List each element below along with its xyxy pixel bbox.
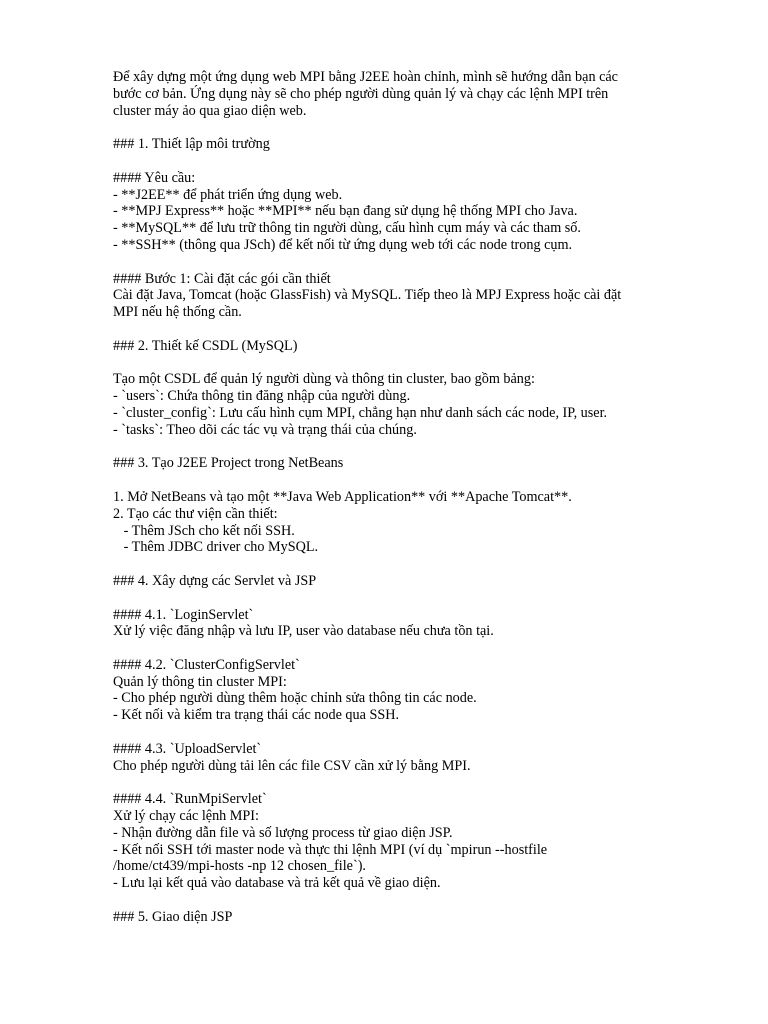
text-block bbox=[113, 338, 693, 355]
text-line: Để xây dựng một ứng dụng web MPI bằng J2EE hoàn chỉnh, mình sẽ hướng dẫn bạn các bbox=[113, 69, 618, 85]
text-line: - **J2EE** để phát triển ứng dụng web. bbox=[113, 186, 343, 203]
subsection-heading: #### 4.1. `LoginServlet` bbox=[113, 606, 254, 623]
subsection-heading: #### 4.4. `RunMpiServlet` bbox=[113, 791, 267, 808]
text-line: - **MySQL** để lưu trữ thông tin người dùng, cấu hình cụm máy và các tham số. bbox=[113, 220, 581, 237]
text-block bbox=[113, 371, 693, 438]
text-line: - **SSH** (thông qua JSch) để kết nối từ ứng dụng web tới các node trong cụm. bbox=[113, 236, 573, 253]
text-line: Cài đặt Java, Tomcat (hoặc GlassFish) và MySQL. Tiếp theo là MPJ Express hoặc cài đặt bbox=[113, 287, 622, 304]
text-block bbox=[113, 136, 693, 153]
subsection-heading: #### Bước 1: Cài đặt các gói cần thiết bbox=[113, 270, 331, 287]
text-line: - Nhận đường dẫn file và số lượng process từ giao diện JSP. bbox=[113, 824, 453, 841]
text-line: 2. Tạo các thư viện cần thiết: bbox=[113, 505, 278, 522]
section-heading: ### 1. Thiết lập môi trường bbox=[113, 136, 270, 153]
section-heading: ### 2. Thiết kế CSDL (MySQL) bbox=[113, 337, 298, 354]
text-line: - Thêm JDBC driver cho MySQL. bbox=[113, 539, 319, 556]
subsection-heading: #### 4.3. `UploadServlet` bbox=[113, 740, 262, 757]
text-line: - Thêm JSch cho kết nối SSH. bbox=[113, 522, 295, 539]
subsection-heading: #### Yêu cầu: bbox=[113, 169, 196, 186]
text-block bbox=[113, 69, 693, 119]
text-line: - **MPJ Express** hoặc **MPI** nếu bạn đang sử dụng hệ thống MPI cho Java. bbox=[113, 203, 578, 220]
text-line: Tạo một CSDL để quản lý người dùng và thông tin cluster, bao gồm bảng: bbox=[113, 371, 535, 388]
text-line: 1. Mở NetBeans và tạo một **Java Web Application** với **Apache Tomcat**. bbox=[113, 488, 572, 505]
text-line: Quản lý thông tin cluster MPI: bbox=[113, 673, 287, 690]
text-line: Xử lý chạy các lệnh MPI: bbox=[113, 808, 259, 825]
text-line: - Lưu lại kết quả vào database và trả kết quả về giao diện. bbox=[113, 875, 441, 892]
text-line: - `cluster_config`: Lưu cấu hình cụm MPI, chẳng hạn như danh sách các node, IP, user. bbox=[113, 404, 608, 421]
text-block bbox=[113, 791, 693, 892]
text-block bbox=[113, 657, 693, 724]
section-heading: ### 3. Tạo J2EE Project trong NetBeans bbox=[113, 455, 344, 472]
text-line: - `users`: Chứa thông tin đăng nhập của người dùng. bbox=[113, 388, 411, 405]
text-line: - Kết nối và kiểm tra trạng thái các node qua SSH. bbox=[113, 707, 400, 724]
text-line: - Cho phép người dùng thêm hoặc chỉnh sửa thông tin các node. bbox=[113, 690, 477, 707]
text-line: bước cơ bản. Ứng dụng này sẽ cho phép người dùng quản lý và chạy các lệnh MPI trên bbox=[113, 85, 609, 102]
document-page bbox=[113, 69, 693, 926]
text-line: MPI nếu hệ thống cần. bbox=[113, 304, 242, 321]
text-line: - `tasks`: Theo dõi các tác vụ và trạng thái của chúng. bbox=[113, 421, 417, 438]
text-block bbox=[113, 909, 693, 926]
text-line: Xử lý việc đăng nhập và lưu IP, user vào database nếu chưa tồn tại. bbox=[113, 623, 494, 640]
text-block bbox=[113, 607, 693, 641]
text-block bbox=[113, 271, 693, 321]
text-line: /home/ct439/mpi-hosts -np 12 chosen_file`). bbox=[113, 858, 366, 875]
text-line: Cho phép người dùng tải lên các file CSV cần xử lý bằng MPI. bbox=[113, 757, 471, 774]
section-heading: ### 4. Xây dựng các Servlet và JSP bbox=[113, 572, 317, 589]
text-block bbox=[113, 455, 693, 472]
text-line: cluster máy ảo qua giao diện web. bbox=[113, 102, 307, 119]
subsection-heading: #### 4.2. `ClusterConfigServlet` bbox=[113, 656, 300, 673]
text-block bbox=[113, 741, 693, 775]
section-heading: ### 5. Giao diện JSP bbox=[113, 908, 233, 925]
text-block bbox=[113, 573, 693, 590]
text-block bbox=[113, 489, 693, 556]
text-block bbox=[113, 170, 693, 254]
text-line: - Kết nối SSH tới master node và thực thi lệnh MPI (ví dụ `mpirun --hostfile bbox=[113, 841, 548, 858]
